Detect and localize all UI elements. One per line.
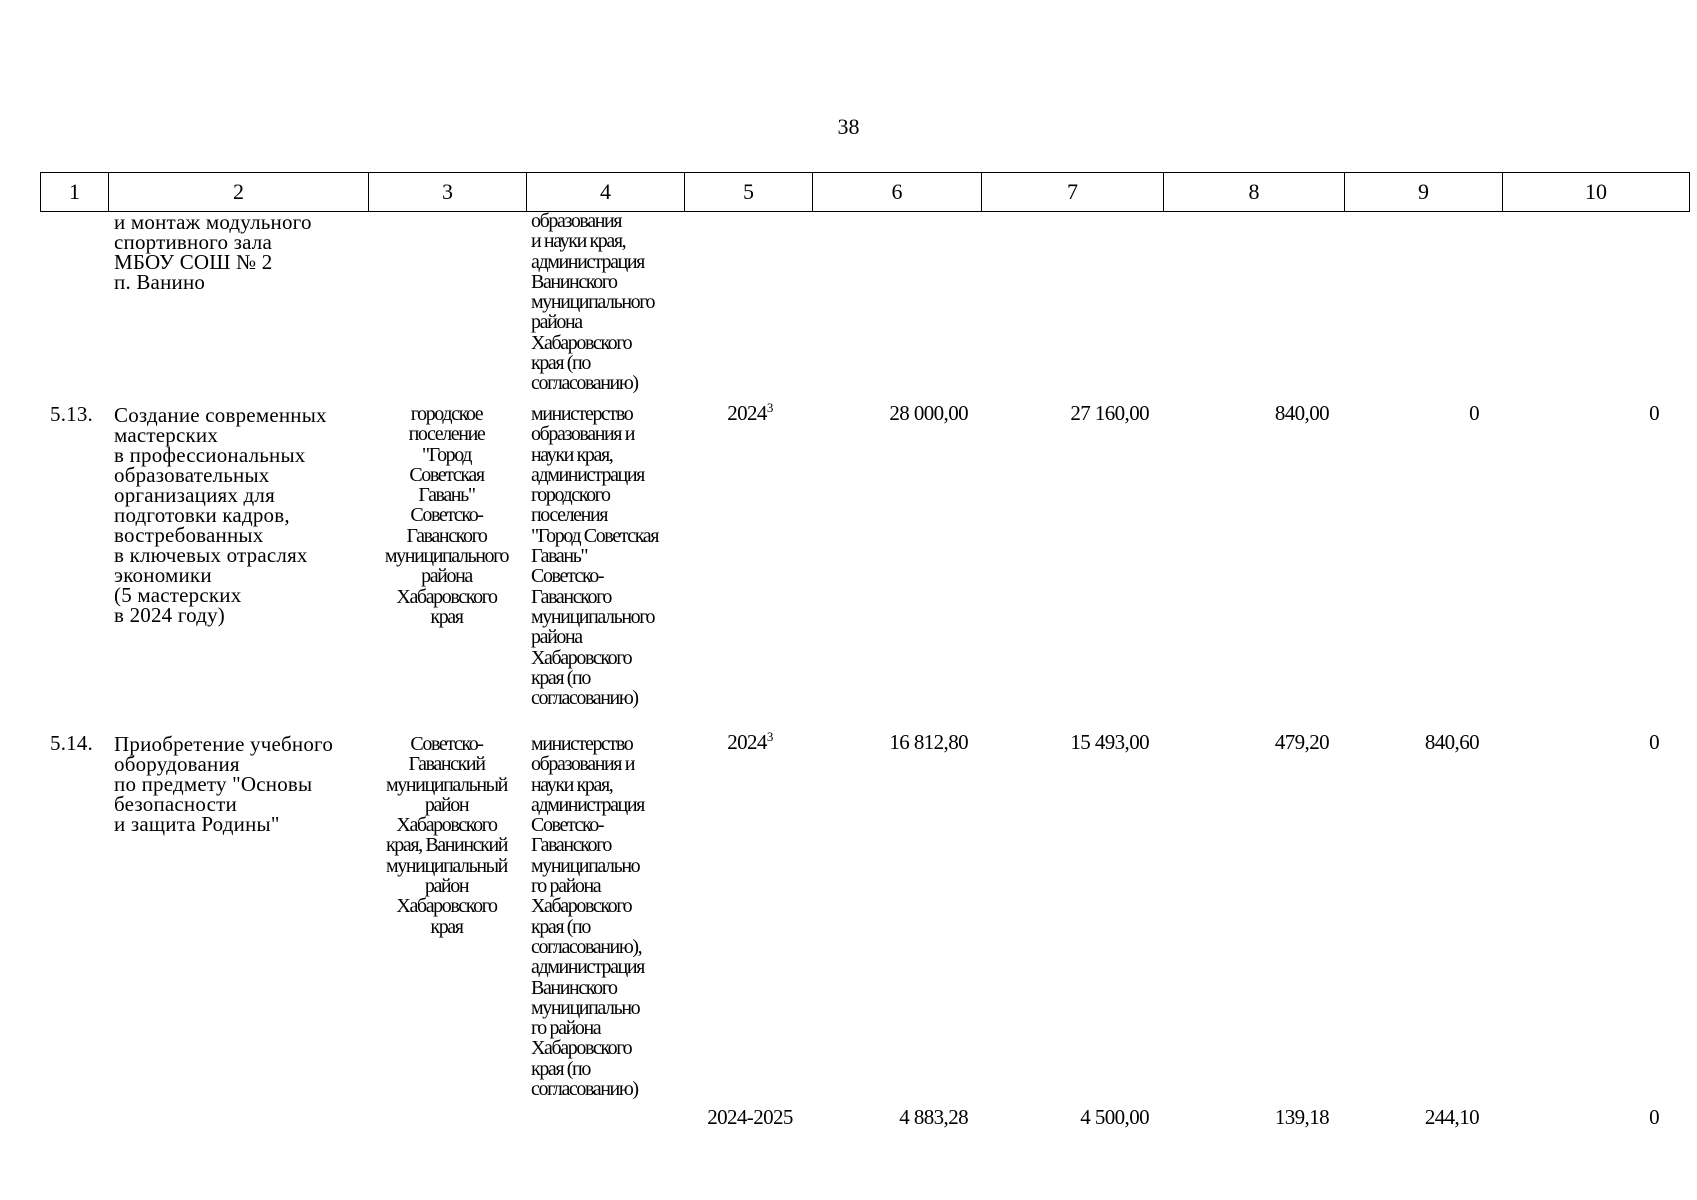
- header-col-4: 4: [527, 173, 685, 212]
- row-local: 0: [1469, 401, 1479, 425]
- header-col-1: 1: [41, 173, 109, 212]
- header-col-5: 5: [685, 173, 813, 212]
- row-territory: Советско- Гаванский муниципальный район Хабаровского края, Ванинский муниципальный район Хабаровского края: [385, 733, 508, 938]
- row-total: 4 883,28: [899, 1105, 968, 1129]
- row-total: 28 000,00: [889, 401, 968, 425]
- row-other: 0: [1649, 730, 1659, 754]
- header-col-9: 9: [1345, 173, 1503, 212]
- row-year: 2024$^3$: [727, 729, 773, 754]
- row-executor: министерство образования и науки края, администрация Советско- Гаванского муниципально го района Хабаровского края (по согласованию), администрация Ванинского муниципально го района Хабаровского края (по согласованию): [531, 733, 644, 1101]
- row-number: 5.14.: [50, 731, 93, 755]
- continued-name: и монтаж модульного спортивного зала МБОУ СОШ № 2 п. Ванино: [114, 210, 312, 294]
- row-name: Создание современных мастерских в профессиональных образовательных организациях для подготовки кадров, востребованных в ключевых отраслях экономики (5 мастерских в 2024 году): [114, 403, 327, 627]
- header-col-3: 3: [369, 173, 527, 212]
- page-number: 38: [837, 114, 860, 139]
- header-col-8: 8: [1164, 173, 1345, 212]
- header-col-6: 6: [813, 173, 982, 212]
- row-regional: 139,18: [1274, 1105, 1329, 1129]
- row-other: 0: [1649, 401, 1659, 425]
- row-regional: 479,20: [1274, 730, 1329, 754]
- row-number: 5.13.: [50, 402, 93, 426]
- row-local: 840,60: [1424, 730, 1479, 754]
- row-total: 16 812,80: [889, 730, 968, 754]
- row-year: 2024$^3$: [727, 400, 773, 425]
- table-header: [40, 172, 1690, 212]
- header-col-10: 10: [1503, 173, 1690, 212]
- row-year: 2024-2025: [707, 1105, 793, 1129]
- row-local: 244,10: [1424, 1105, 1479, 1129]
- header-col-2: 2: [109, 173, 369, 212]
- continued-executor: образования и науки края, администрация Ванинского муниципального района Хабаровского края (по согласованию): [531, 210, 655, 395]
- row-executor: министерство образования и науки края, администрация городского поселения "Город Советская Гавань" Советско- Гаванского муниципального района Хабаровского края (по согласованию): [531, 403, 659, 710]
- row-federal: 15 493,00: [1070, 730, 1149, 754]
- row-territory: городское поселение "Город Советская Гавань" Советско- Гаванского муниципального района Хабаровского края: [384, 403, 509, 628]
- row-name: Приобретение учебного оборудования по предмету "Основы безопасности и защита Родины": [114, 732, 334, 836]
- header-col-7: 7: [982, 173, 1164, 212]
- row-federal: 27 160,00: [1070, 401, 1149, 425]
- row-federal: 4 500,00: [1080, 1105, 1149, 1129]
- row-regional: 840,00: [1274, 401, 1329, 425]
- row-other: 0: [1649, 1105, 1659, 1129]
